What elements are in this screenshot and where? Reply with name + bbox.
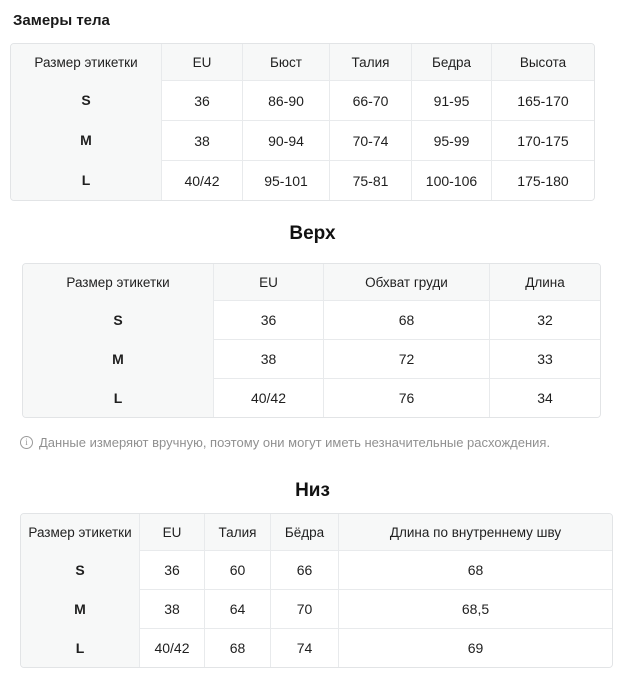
size-label-cell: M xyxy=(11,120,161,160)
table-row xyxy=(23,300,600,339)
size-label-cell: L xyxy=(21,628,139,667)
value-cell: 60 xyxy=(204,550,270,589)
column-header: Талия xyxy=(204,514,270,550)
value-cell: 33 xyxy=(489,339,600,378)
column-header: Размер этикетки xyxy=(11,44,161,80)
size-label-cell: S xyxy=(23,300,213,339)
value-cell: 100-106 xyxy=(411,160,491,200)
bottom-size-table xyxy=(20,513,613,668)
size-label-cell: L xyxy=(23,378,213,417)
value-cell: 38 xyxy=(161,120,242,160)
size-label-cell: S xyxy=(21,550,139,589)
value-cell: 32 xyxy=(489,300,600,339)
value-cell: 70 xyxy=(270,589,338,628)
size-label-cell: M xyxy=(21,589,139,628)
value-cell: 36 xyxy=(213,300,323,339)
value-cell: 66 xyxy=(270,550,338,589)
value-cell: 40/42 xyxy=(161,160,242,200)
value-cell: 66-70 xyxy=(329,80,411,120)
column-header: Высота xyxy=(491,44,594,80)
header-row xyxy=(21,514,612,550)
column-header: Бёдра xyxy=(270,514,338,550)
value-cell: 175-180 xyxy=(491,160,594,200)
top-size-table xyxy=(22,263,601,418)
value-cell: 36 xyxy=(139,550,204,589)
body-measurements-table xyxy=(10,43,595,201)
column-header: EU xyxy=(139,514,204,550)
value-cell: 95-99 xyxy=(411,120,491,160)
section-title-bottom: Низ xyxy=(295,480,330,501)
value-cell: 75-81 xyxy=(329,160,411,200)
column-header: Размер этикетки xyxy=(21,514,139,550)
column-header: Длина по внутреннему шву xyxy=(338,514,612,550)
table-row xyxy=(23,378,600,417)
column-header: EU xyxy=(213,264,323,300)
value-cell: 69 xyxy=(338,628,612,667)
value-cell: 95-101 xyxy=(242,160,329,200)
value-cell: 38 xyxy=(139,589,204,628)
table-row xyxy=(21,589,612,628)
value-cell: 86-90 xyxy=(242,80,329,120)
header-row xyxy=(11,44,594,80)
section-title-top: Верх xyxy=(289,223,336,244)
value-cell: 68,5 xyxy=(338,589,612,628)
value-cell: 76 xyxy=(323,378,489,417)
table-row xyxy=(21,550,612,589)
size-label-cell: S xyxy=(11,80,161,120)
value-cell: 68 xyxy=(204,628,270,667)
note-text: Данные измеряют вручную, поэтому они могут иметь незначительные расхождения. xyxy=(39,435,551,450)
table-row xyxy=(11,80,594,120)
measurement-note xyxy=(20,434,625,451)
column-header: Талия xyxy=(329,44,411,80)
value-cell: 68 xyxy=(323,300,489,339)
value-cell: 72 xyxy=(323,339,489,378)
value-cell: 68 xyxy=(338,550,612,589)
table-row xyxy=(23,339,600,378)
value-cell: 74 xyxy=(270,628,338,667)
column-header: Обхват груди xyxy=(323,264,489,300)
size-label-cell: M xyxy=(23,339,213,378)
header-row xyxy=(23,264,600,300)
info-icon xyxy=(20,436,33,449)
column-header: EU xyxy=(161,44,242,80)
value-cell: 36 xyxy=(161,80,242,120)
value-cell: 64 xyxy=(204,589,270,628)
column-header: Бюст xyxy=(242,44,329,80)
table-row xyxy=(11,120,594,160)
value-cell: 170-175 xyxy=(491,120,594,160)
value-cell: 38 xyxy=(213,339,323,378)
value-cell: 91-95 xyxy=(411,80,491,120)
value-cell: 40/42 xyxy=(139,628,204,667)
column-header: Длина xyxy=(489,264,600,300)
value-cell: 70-74 xyxy=(329,120,411,160)
table-row xyxy=(11,160,594,200)
value-cell: 90-94 xyxy=(242,120,329,160)
value-cell: 34 xyxy=(489,378,600,417)
column-header: Бедра xyxy=(411,44,491,80)
size-label-cell: L xyxy=(11,160,161,200)
column-header: Размер этикетки xyxy=(23,264,213,300)
value-cell: 40/42 xyxy=(213,378,323,417)
section-title-body-measurements: Замеры тела xyxy=(13,12,110,29)
value-cell: 165-170 xyxy=(491,80,594,120)
table-row xyxy=(21,628,612,667)
